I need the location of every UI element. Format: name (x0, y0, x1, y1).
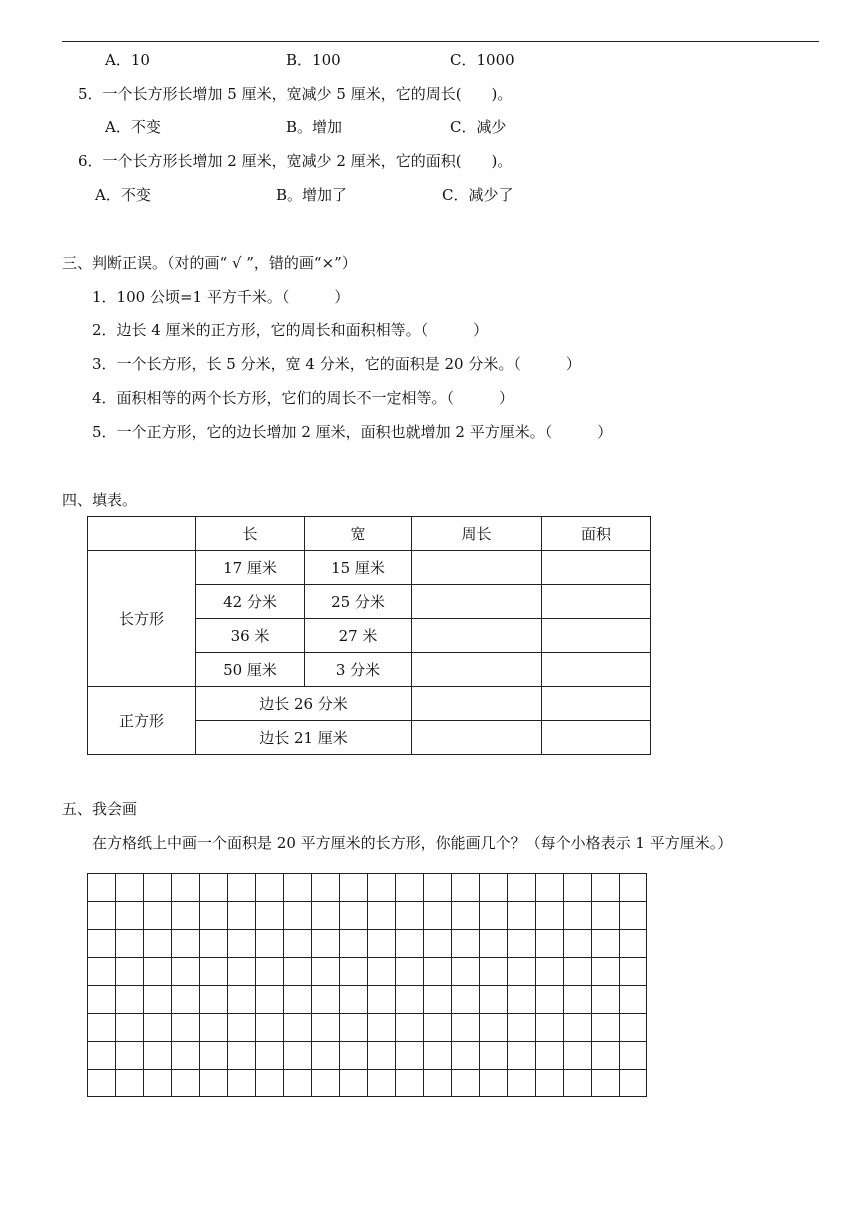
q5-option-b: B。增加 (286, 118, 343, 136)
q4-option-c: C．1000 (450, 51, 515, 69)
table-row (88, 687, 651, 721)
fill-table (87, 516, 651, 755)
graph-paper-grid[interactable] (87, 873, 647, 1097)
area-answer-cell[interactable] (542, 687, 651, 721)
section3-item-1: 1．100 公顷=1 平方千米。（ ） (92, 288, 350, 306)
q5-option-a: A．不变 (105, 118, 161, 136)
square-side-cell: 边长 21 厘米 (196, 721, 412, 755)
section3-item-3: 3．一个长方形，长 5 分米，宽 4 分米，它的面积是 20 分米。（ ） (92, 355, 581, 373)
perimeter-answer-cell[interactable] (412, 687, 542, 721)
rect-length-cell: 17 厘米 (196, 551, 305, 585)
q6-option-b: B。增加了 (276, 186, 348, 204)
rect-label: 长方形 (88, 551, 196, 687)
header-length: 长 (196, 517, 305, 551)
q6-option-c: C．减少了 (442, 186, 514, 204)
header-width: 宽 (305, 517, 412, 551)
square-side-cell: 边长 26 分米 (196, 687, 412, 721)
q5-stem: 5．一个长方形长增加 5 厘米，宽减少 5 厘米，它的周长( )。 (78, 85, 513, 103)
section4-title: 四、填表。 (62, 491, 138, 509)
area-answer-cell[interactable] (542, 551, 651, 585)
perimeter-answer-cell[interactable] (412, 653, 542, 687)
section5-title: 五、我会画 (62, 800, 138, 818)
section3-item-4: 4．面积相等的两个长方形，它们的周长不一定相等。（ ） (92, 389, 515, 407)
area-answer-cell[interactable] (542, 721, 651, 755)
rect-width-cell: 3 分米 (305, 653, 412, 687)
table-header-row (88, 517, 651, 551)
section3-title: 三、判断正误。（对的画“ √ ”，错的画“×”） (62, 254, 357, 272)
area-answer-cell[interactable] (542, 619, 651, 653)
rect-length-cell: 42 分米 (196, 585, 305, 619)
q5-option-c: C．减少 (450, 118, 507, 136)
section3-item-2: 2．边长 4 厘米的正方形，它的周长和面积相等。（ ） (92, 321, 489, 339)
section3-item-5: 5．一个正方形，它的边长增加 2 厘米，面积也就增加 2 平方厘米。（ ） (92, 423, 613, 441)
rect-width-cell: 27 米 (305, 619, 412, 653)
q6-option-a: A．不变 (95, 186, 151, 204)
perimeter-answer-cell[interactable] (412, 721, 542, 755)
table-corner-cell (88, 517, 196, 551)
square-label: 正方形 (88, 687, 196, 755)
top-rule (62, 41, 819, 42)
rect-length-cell: 36 米 (196, 619, 305, 653)
q6-stem: 6．一个长方形长增加 2 厘米，宽减少 2 厘米，它的面积( )。 (78, 152, 513, 170)
q4-option-b: B．100 (286, 51, 341, 69)
header-area: 面积 (542, 517, 651, 551)
perimeter-answer-cell[interactable] (412, 619, 542, 653)
header-perimeter: 周长 (412, 517, 542, 551)
rect-width-cell: 25 分米 (305, 585, 412, 619)
section5-instruction: 在方格纸上中画一个面积是 20 平方厘米的长方形，你能画几个？（每个小格表示 1 平方厘米。） (92, 834, 733, 852)
rect-width-cell: 15 厘米 (305, 551, 412, 585)
area-answer-cell[interactable] (542, 653, 651, 687)
perimeter-answer-cell[interactable] (412, 585, 542, 619)
area-answer-cell[interactable] (542, 585, 651, 619)
perimeter-answer-cell[interactable] (412, 551, 542, 585)
table-row (88, 551, 651, 585)
rect-length-cell: 50 厘米 (196, 653, 305, 687)
q4-option-a: A．10 (105, 51, 150, 69)
